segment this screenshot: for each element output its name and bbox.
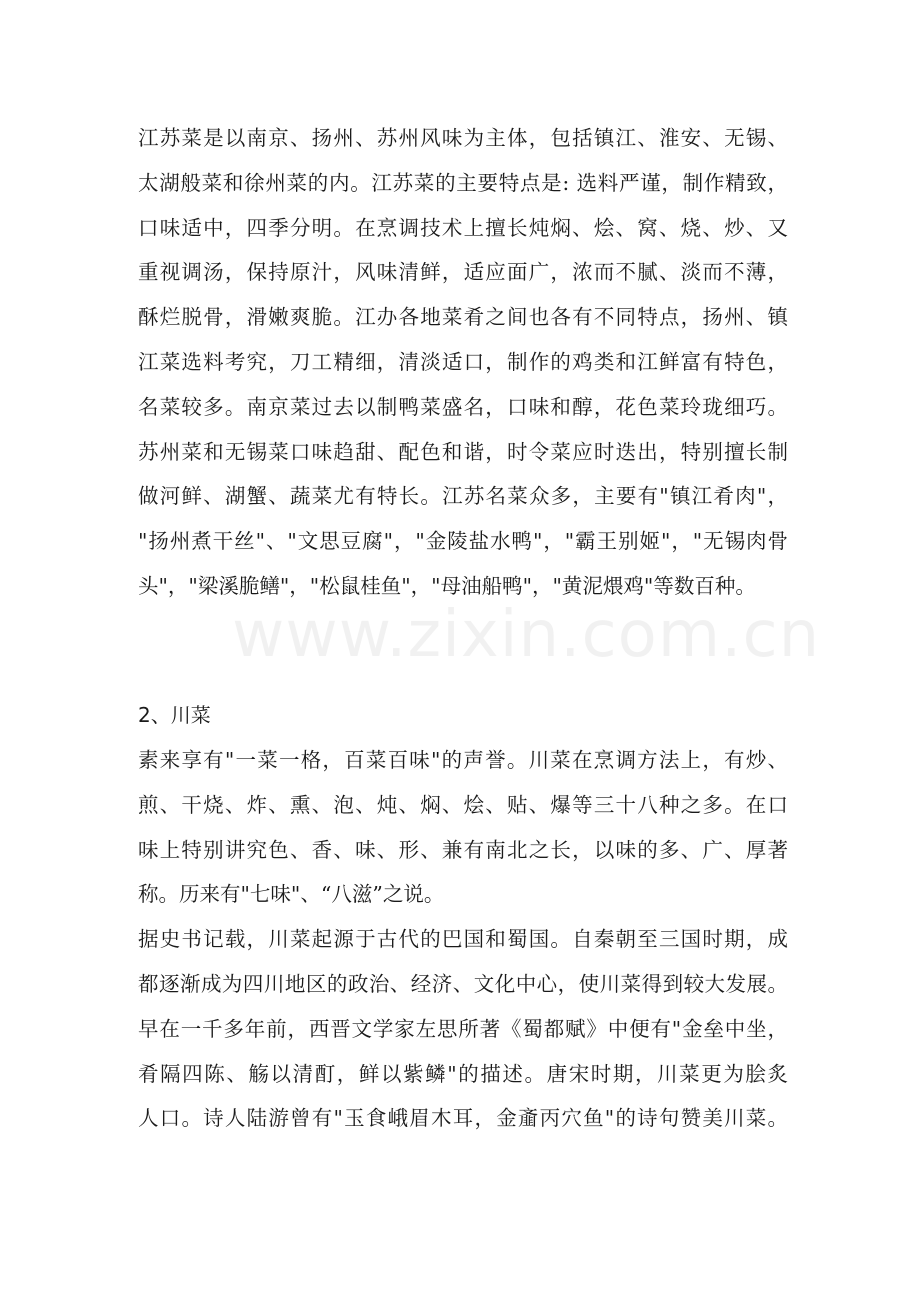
text-line: 称。历来有"七味"、“八滋”之说。	[138, 882, 445, 906]
text-line: 肴隔四陈、觞以清酊，鲜以紫鳞"的描述。唐宋时期，川菜更为脍炙	[138, 1062, 788, 1086]
text-line: 名菜较多。南京菜过去以制鸭菜盛名，口味和醇，花色菜玲珑细巧。	[138, 395, 788, 419]
text-line: 口味适中，四季分明。在烹调技术上擅长炖焖、烩、窝、烧、炒、又	[138, 216, 788, 240]
text-line: 江菜选料考究，刀工精细，清淡适口，制作的鸡类和江鲜富有特色，	[138, 350, 788, 374]
text-line: 江苏菜是以南京、扬州、苏州风味为主体，包括镇江、淮安、无锡、	[138, 126, 788, 150]
text-line: 味上特别讲究色、香、味、形、兼有南北之长，以味的多、广、厚著	[138, 838, 788, 862]
text-line: 苏州菜和无锡菜口味趋甜、配色和谐，时令菜应时迭出，特别擅长制	[138, 440, 788, 464]
section-heading: 2、川菜	[138, 703, 211, 727]
text-line: 人口。诗人陆游曾有"玉食峨眉木耳，金齑丙穴鱼"的诗句赞美川菜。	[138, 1106, 788, 1130]
text-line: 素来享有"一菜一格，百菜百味"的声誉。川菜在烹调方法上，有炒、	[138, 748, 788, 772]
text-line: 做河鲜、湖蟹、蔬菜尤有特长。江苏名菜众多，主要有"镇江肴肉"，	[138, 484, 788, 508]
watermark: www.zixin.com.cn	[232, 598, 821, 672]
text-line: 煎、干烧、炸、熏、泡、炖、焖、烩、贴、爆等三十八种之多。在口	[138, 793, 788, 817]
text-line: 都逐渐成为四川地区的政治、经济、文化中心，使川菜得到较大发展。	[138, 972, 788, 996]
text-line: 酥烂脱骨，滑嫩爽脆。江办各地菜肴之间也各有不同特点，扬州、镇	[138, 305, 788, 329]
text-line: 据史书记载，川菜起源于古代的巴国和蜀国。自秦朝至三国时期，成	[138, 927, 788, 951]
text-line: 重视调汤，保持原汁，风味清鲜，适应面广，浓而不腻、淡而不薄，	[138, 260, 788, 284]
text-line: 早在一千多年前，西晋文学家左思所著《蜀都赋》中便有"金垒中坐，	[138, 1017, 788, 1041]
text-line: 头"，"梁溪脆鳝"，"松鼠桂鱼"，"母油船鸭"，"黄泥煨鸡"等数百种。	[138, 574, 756, 598]
text-line: "扬州煮干丝"、"文思豆腐"，"金陵盐水鸭"，"霸王别姬"，"无锡肉骨	[138, 529, 788, 553]
text-line: 太湖般菜和徐州菜的内。江苏菜的主要特点是: 选料严谨，制作精致，	[138, 171, 788, 195]
